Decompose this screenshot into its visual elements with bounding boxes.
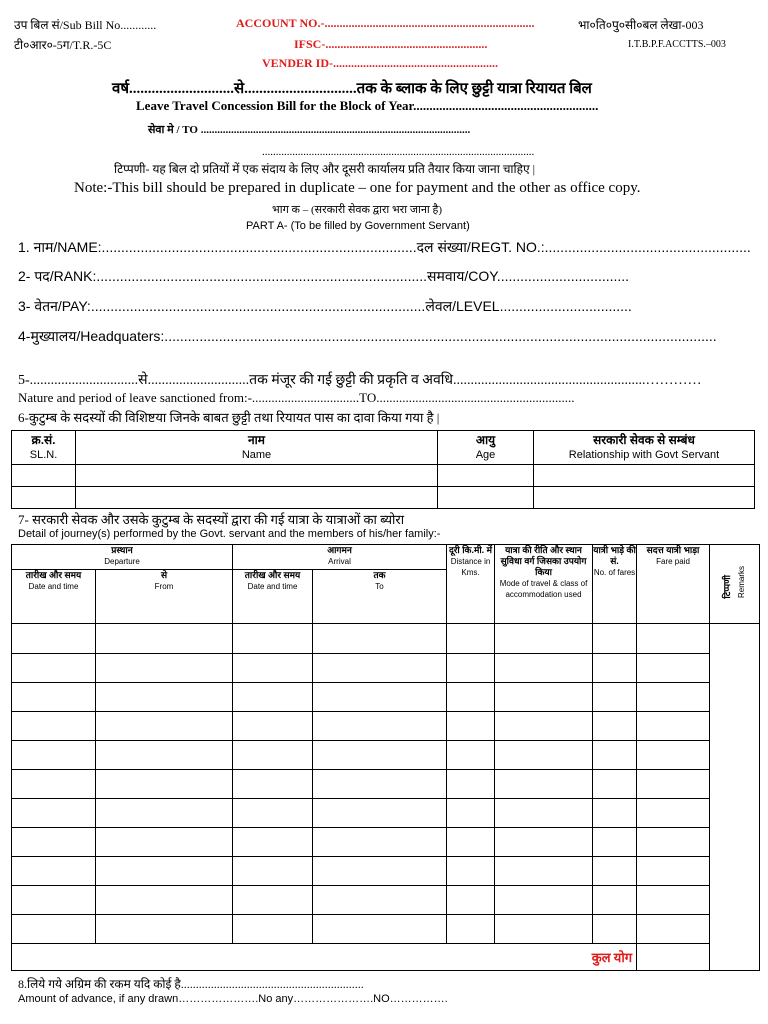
note-english: Note:-This bill should be prepared in duplicate – one for payment and the other as office copy. (74, 180, 641, 196)
journey-table (11, 544, 760, 971)
ifsc-field: IFSC-...................................................... (294, 37, 488, 51)
table-row[interactable] (12, 799, 760, 828)
remarks-header: टिप्पणी Remarks (710, 545, 760, 624)
table-row[interactable] (12, 712, 760, 741)
journey-heading-english: Detail of journey(s) performed by the Govt. servant and the members of his/her family:- (18, 528, 441, 540)
table-row[interactable] (12, 465, 755, 487)
family-table (11, 430, 755, 509)
advance-hindi: 8.लिये गये अग्रिम की रकम यदि कोई है............................................................. (18, 977, 364, 991)
departure-header: प्रस्थान Departure (12, 545, 233, 570)
table-row[interactable] (12, 828, 760, 857)
fares-header: यात्री भाड़े की सं. No. of fares (593, 545, 637, 624)
leave-english-field: Nature and period of leave sanctioned from:-.................................TO............................................................. (18, 390, 575, 405)
departure-date-time: तारीख और समय Date and time (12, 570, 96, 624)
table-row[interactable] (12, 857, 760, 886)
form-code-hindi: भा०ति०पु०सी०बल लेखा-003 (578, 18, 704, 32)
family-heading: 6-कुटुम्ब के सदस्यों की विशिष्टया जिनके बाबत छुट्टी तथा रियायत पास का दावा किया गया है | (18, 410, 440, 425)
table-row[interactable] (12, 770, 760, 799)
table-row[interactable] (12, 654, 760, 683)
arrival-to: तक To (313, 570, 447, 624)
departure-from: से From (96, 570, 233, 624)
table-row[interactable] (12, 624, 760, 654)
part-a-hindi: भाग क – (सरकारी सेवक द्वारा भरा जाना है) (272, 204, 443, 216)
name-field: 1. नाम/NAME:.................................................................................दल संख्या/REGT. NO.:..................................................... (18, 239, 751, 255)
total-label: कुल योग (591, 949, 633, 965)
title-english: Leave Travel Concession Bill for the Block of Year......................................................... (136, 98, 599, 113)
table-row[interactable] (12, 741, 760, 770)
account-no-field: ACCOUNT NO.-...................................................................... (236, 16, 535, 30)
arrival-header: आगमन Arrival (233, 545, 447, 570)
tr-code: टी०आर०-5ग/T.R.-5C (14, 38, 112, 52)
sub-bill-no: उप बिल सं/Sub Bill No............ (14, 18, 157, 32)
table-row[interactable] (12, 487, 755, 509)
total-row (12, 944, 760, 971)
distance-header: दूरी कि.मी. में Distance in Kms. (447, 545, 495, 624)
pay-field: 3- वेतन/PAY:......................................................................................लेवल/LEVEL.................................. (18, 298, 632, 314)
col-relationship: सरकारी सेवक से सम्बंध Relationship with Govt Servant (534, 431, 755, 465)
table-row[interactable] (12, 683, 760, 712)
fare-paid-header: सदत्त यात्री भाड़ा Fare paid (637, 545, 710, 624)
to-field-line2: ................................................................................................... (262, 146, 535, 158)
col-age: आयु Age (438, 431, 534, 465)
table-row[interactable] (12, 915, 760, 944)
form-code-english: I.T.B.P.F.ACCTTS.–003 (628, 39, 726, 50)
advance-english: Amount of advance, if any drawn………………….No any………………….NO……………. (18, 993, 448, 1005)
mode-header: यात्रा की रीति और स्थान सुविधा वर्ग जिसका उपयोग किया Mode of travel & class of accommodation used (495, 545, 593, 624)
headquarters-field: 4-मुख्यालय/Headquaters:.............................................................................................................................................. (18, 328, 717, 344)
arrival-date-time: तारीख और समय Date and time (233, 570, 313, 624)
journey-heading-hindi: 7- सरकारी सेवक और उसके कुटुम्ब के सदस्यों द्वारा की गई यात्रा के यात्राओं का ब्योरा (18, 512, 405, 527)
leave-hindi-field: 5-...............................से.............................तक मंजूर की गई छुट्टी की प्रकृति व अवधि.......................................................………… (18, 373, 702, 388)
table-row[interactable] (12, 886, 760, 915)
note-hindi: टिप्पणी- यह बिल दो प्रतियों में एक संदाय के लिए और दूसरी कार्यालय प्रति तैयार किया जाना चाहिए | (114, 162, 536, 176)
to-field: सेवा मे / TO .................................................................................................. (148, 124, 471, 136)
col-sl-no: क्र.सं. SL.N. (12, 431, 76, 465)
rank-field: 2- पद/RANK:.....................................................................................समवाय/COY.................................. (18, 268, 630, 284)
vender-id-field: VENDER ID-....................................................... (262, 56, 499, 70)
title-hindi: वर्ष............................से..............................तक के ब्लाक के लिए छुट्टी यात्रा रियायत बिल (112, 81, 592, 97)
col-name: नाम Name (76, 431, 438, 465)
part-a-english: PART A- (To be filled by Government Servant) (246, 220, 470, 232)
